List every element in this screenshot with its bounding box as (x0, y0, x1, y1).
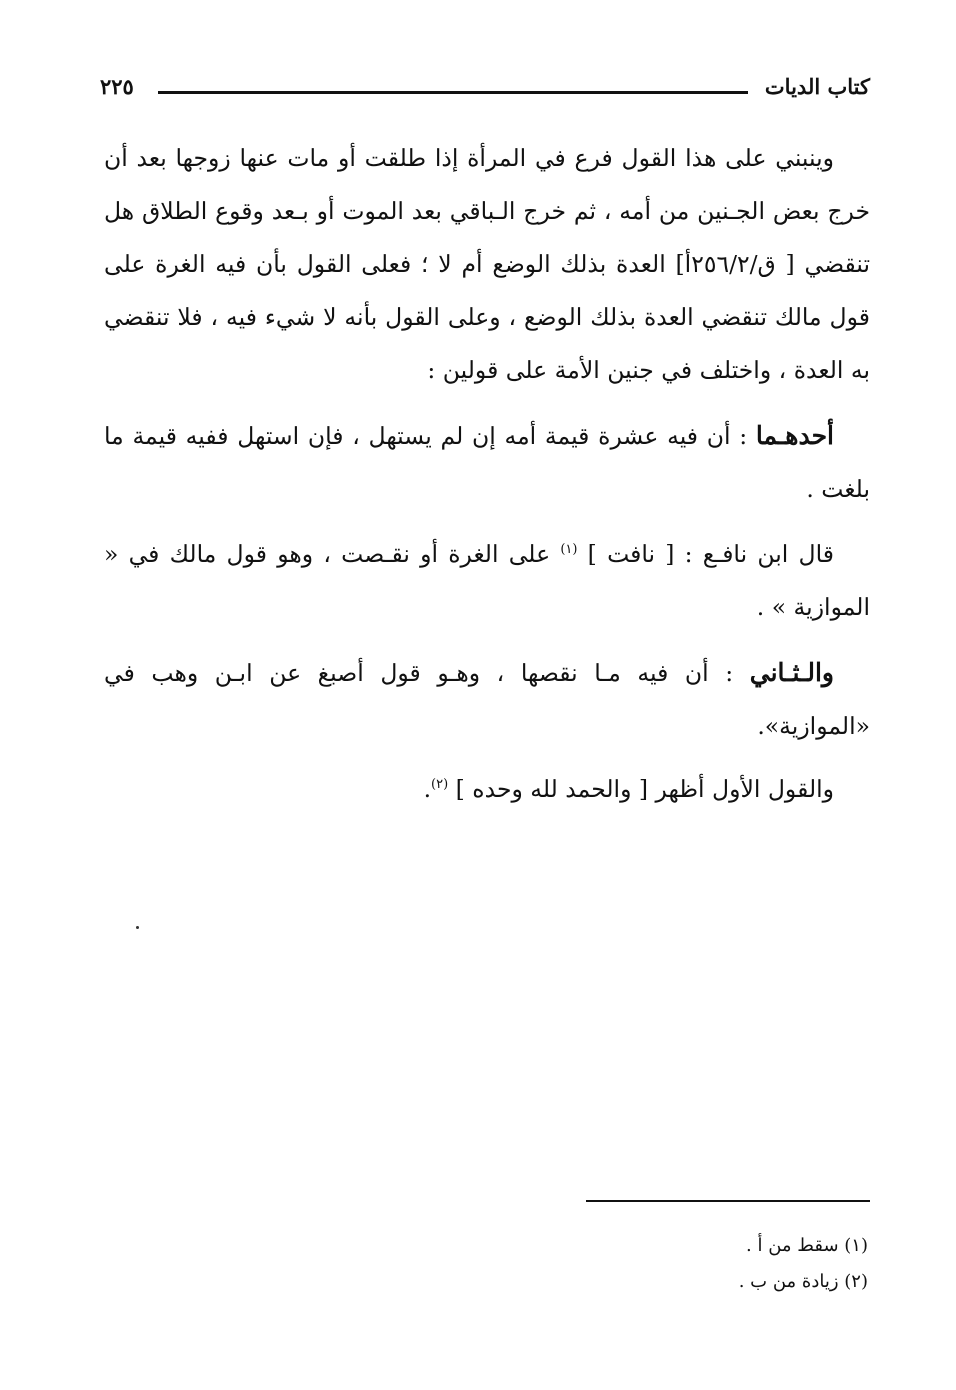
stray-mark (136, 926, 139, 929)
page-header (100, 74, 870, 106)
running-title: كتاب الديات (764, 74, 870, 99)
footnote-ref-2: (٢) (431, 777, 449, 793)
paragraph-5-text-a: والقول الأول أظهر [ والحمد لله وحده ] (448, 775, 834, 803)
main-text (104, 132, 870, 816)
paragraph-2-lead: أحدهـما (755, 421, 834, 450)
paragraph-1: وينبني على هذا القول فرع في المرأة إذا طلقت أو مات عنها زوجها بعد أن خرج بعض الجـنين من أمه ، ثم خرج الـباقي بعد الموت أو بـعد وقوع الطلاق هل تنقضي [ ق/٢٥٦/٢أ] العدة بذلك الوضع أم لا ؛ فعلى القول بأن فيه الغرة على قول مالك تنقضي العدة بذلك الوضع ، وعلى القول بأنه لا شيء فيه ، فلا تنقضي به العدة ، واختلف في جنين الأمة على قولين : (104, 144, 870, 384)
paragraph-4-text: : أن فيه مـا نقصها ، وهـو قول أصبغ عن ابـن وهب في «الموازية». (104, 659, 870, 740)
footnote-1: (١) سقط من أ . (746, 1235, 868, 1256)
paragraph-2 (104, 409, 870, 516)
footnote-2: (٢) زيادة من ب . (738, 1271, 868, 1292)
header-rule (158, 91, 748, 94)
paragraph-5-text-b: . (423, 775, 432, 803)
paragraph-4 (104, 646, 870, 753)
paragraph-3 (104, 528, 870, 634)
footnotes (468, 1228, 868, 1300)
paragraph-4-lead: والـثـاني (749, 658, 834, 687)
paragraph-5 (104, 763, 870, 816)
paragraph-2-text: : أن فيه عشرة قيمة أمه إن لم يستهل ، فإن استهل ففيه قيمة ما بلغت . (104, 422, 870, 503)
paragraph-3-text-a: قال ابن نافـع : [ نافت ] (577, 540, 834, 568)
footnote-separator (586, 1200, 870, 1202)
footnote-ref-1: (١) (560, 542, 578, 558)
paragraph-3-text-b: على الغرة أو نقـصت ، وهو قول مالك في « الموازية » . (104, 540, 870, 621)
page-number: ٢٢٥ (100, 74, 134, 99)
